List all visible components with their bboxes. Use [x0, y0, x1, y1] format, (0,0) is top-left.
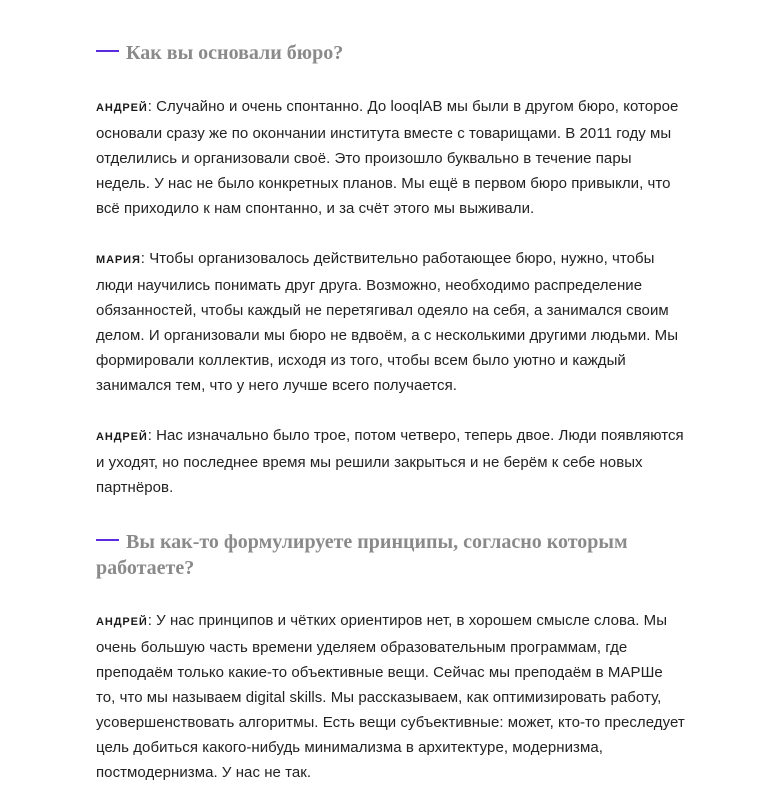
answer-line: и уходят, но последнее время мы решили закрыться и не берём к себе новых	[96, 454, 643, 471]
answer-paragraph	[96, 94, 726, 221]
answer-line: отделились и организовали своё. Это произошло буквально в течение пары	[96, 150, 632, 167]
speaker-name: АНДРЕЙ	[96, 102, 148, 114]
answer-line: делом. И организовали мы бюро не вдвоём, а с несколькими другими людьми. Мы	[96, 327, 679, 344]
answer-line: то, что мы называем digital skills. Мы рассказываем, как оптимизировать работу,	[96, 689, 662, 706]
speaker-name: АНДРЕЙ	[96, 616, 148, 628]
answer-paragraph	[96, 608, 726, 785]
answer-line: партнёров.	[96, 479, 174, 496]
question-heading	[96, 529, 736, 581]
question-line: работаете?	[96, 557, 195, 579]
answer-line: формировали коллектив, исходя из того, чтобы всем было уютно и каждый	[96, 352, 626, 369]
question-line	[96, 529, 736, 555]
answer-line: недель. У нас не было конкретных планов. Мы ещё в первом бюро привыкли, что	[96, 175, 671, 192]
answer-line: АНДРЕЙ: Нас изначально было трое, потом четверо, теперь двое. Люди появляются	[96, 427, 684, 444]
question-text: Как вы основали бюро?	[126, 42, 344, 64]
question-dash-icon	[96, 539, 119, 541]
answer-line: всё приходило к нам спонтанно, и за счёт этого мы выживали.	[96, 200, 535, 217]
question-heading	[96, 40, 736, 66]
question-dash-icon	[96, 50, 119, 52]
answer-paragraph	[96, 423, 726, 500]
answer-line: цель добиться какого-нибудь минимализма в архитектуре, модернизма,	[96, 739, 603, 756]
question-text: Вы как-то формулируете принципы, согласно которым	[126, 531, 628, 553]
answer-line: АНДРЕЙ: У нас принципов и чётких ориентиров нет, в хорошем смысле слова. Мы	[96, 612, 668, 629]
answer-line: основали сразу же по окончании института вместе с товарищами. В 2011 году мы	[96, 125, 672, 142]
answer-line: занимался тем, что у него лучше всего получается.	[96, 377, 457, 394]
answer-line: преподаём только какие-то объективные вещи. Сейчас мы преподаём в МАРШе	[96, 664, 663, 681]
speaker-name: МАРИЯ	[96, 254, 141, 266]
answer-line: обязанностей, чтобы каждый не перетягивал одеяло на себя, а занимался своим	[96, 302, 669, 319]
speaker-name: АНДРЕЙ	[96, 431, 148, 443]
answer-line: люди научились понимать друг друга. Возможно, необходимо распределение	[96, 277, 643, 294]
answer-line: МАРИЯ: Чтобы организовалось действительно работающее бюро, нужно, чтобы	[96, 250, 655, 267]
answer-line: усовершенствовать алгоритмы. Есть вещи субъективные: может, кто-то преследует	[96, 714, 685, 731]
answer-line: постмодернизма. У нас не так.	[96, 764, 312, 781]
answer-line: очень большую часть времени уделяем образовательным программам, где	[96, 639, 628, 656]
answer-line: АНДРЕЙ: Случайно и очень спонтанно. До looqlAB мы были в другом бюро, которое	[96, 98, 679, 115]
answer-paragraph	[96, 246, 726, 398]
